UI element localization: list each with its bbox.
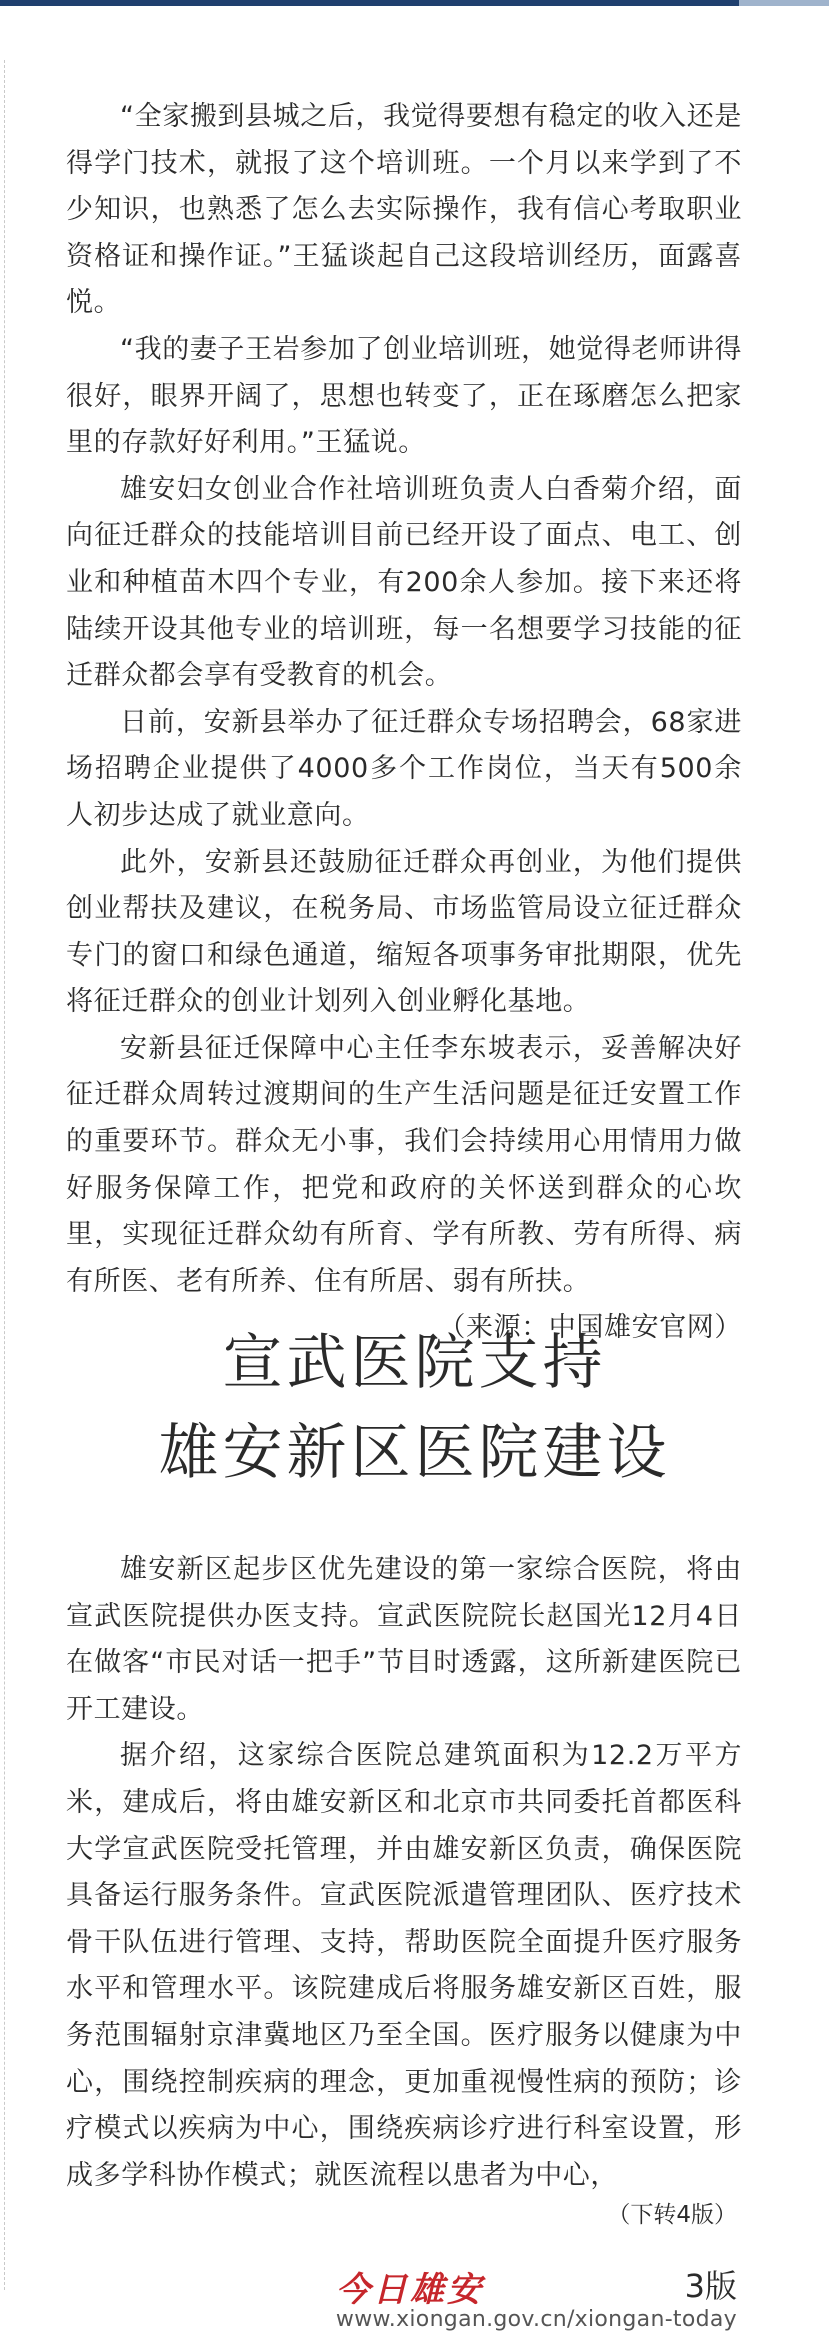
article-two [66,1547,742,2199]
article-one-final-text: 安新县征迁保障中心主任李东坡表示，妥善解决好征迁群众周转过渡期间的生产生活问题是征迁安置工作的重要环节。群众无小事，我们会持续用心用情用力做好服务保障工作，把党和政府的关怀送到群众的心坎里，实现征迁群众幼有所育、学有所教、劳有所得、病有所医、老有所养、住有所居、弱有所扶。 [66,1032,742,1297]
footer-url: www.xiongan.gov.cn/xiongan-today [335,2307,737,2332]
page-number: 3版 [684,2267,737,2305]
article-one-paragraph: 此外，安新县还鼓励征迁群众再创业，为他们提供创业帮扶及建议，在税务局、市场监管局设立征迁群众专门的窗口和绿色通道，缩短各项事务审批期限，优先将征迁群众的创业计划列入创业孵化基地。 [66,846,742,1018]
headline-line-two: 雄安新区医院建设 [158,1418,671,1488]
headline-line-one: 宣武医院支持 [222,1328,607,1398]
article-one [66,94,742,1352]
top-color-bar [0,0,829,6]
article-one-paragraph: 雄安妇女创业合作社培训班负责人白香菊介绍，面向征迁群众的技能培训目前已经开设了面点、电工、创业和种植苗木四个专业，有200余人参加。接下来还将陆续开设其他专业的培训班，每一名想要学习技能的征迁群众都会享有受教育的机会。 [66,473,742,692]
article-two-paragraph: 雄安新区起步区优先建设的第一家综合医院，将由宣武医院提供办医支持。宣武医院院长赵国光12月4日在做客“市民对话一把手”节目时透露，这所新建医院已开工建设。 [66,1554,742,1725]
article-one-paragraph: 日前，安新县举办了征迁群众专场招聘会，68家进场招聘企业提供了4000多个工作岗位，当天有500余人初步达成了就业意向。 [66,706,742,831]
left-margin-rule [4,60,5,2290]
source-credit: （来源：中国雄安官网） [438,1312,742,1344]
article-two-paragraph: 据介绍，这家综合医院总建筑面积为12.2万平方米，建成后，将由雄安新区和北京市共同委托首都医科大学宣武医院受托管理，并由雄安新区负责，确保医院具备运行服务条件。宣武医院派遣管理团队、医疗技术骨干队伍进行管理、支持，帮助医院全面提升医疗服务水平和管理水平。该院建成后将服务雄安新区百姓，服务范围辐射京津冀地区乃至全国。医疗服务以健康为中心，围绕控制疾病的理念，更加重视慢性病的预防；诊疗模式以疾病为中心，围绕疾病诊疗进行科室设置，形成多学科协作模式；就医流程以患者为中心， [66,1740,742,2191]
newspaper-logo: 今日雄安 [336,2270,484,2310]
article-one-paragraph: “我的妻子王岩参加了创业培训班，她觉得老师讲得很好，眼界开阔了，思想也转变了，正在琢磨怎么把家里的存款好好利用。”王猛说。 [66,333,742,459]
article-one-paragraph: “全家搬到县城之后，我觉得要想有稳定的收入还是得学门技术，就报了这个培训班。一个月以来学到了不少知识，也熟悉了怎么去实际操作，我有信心考取职业资格证和操作证。”王猛谈起自己这段培训经历，面露喜悦。 [66,101,742,319]
article-one-paragraph [66,1026,742,1344]
continued-note: （下转4版） [607,2202,737,2228]
